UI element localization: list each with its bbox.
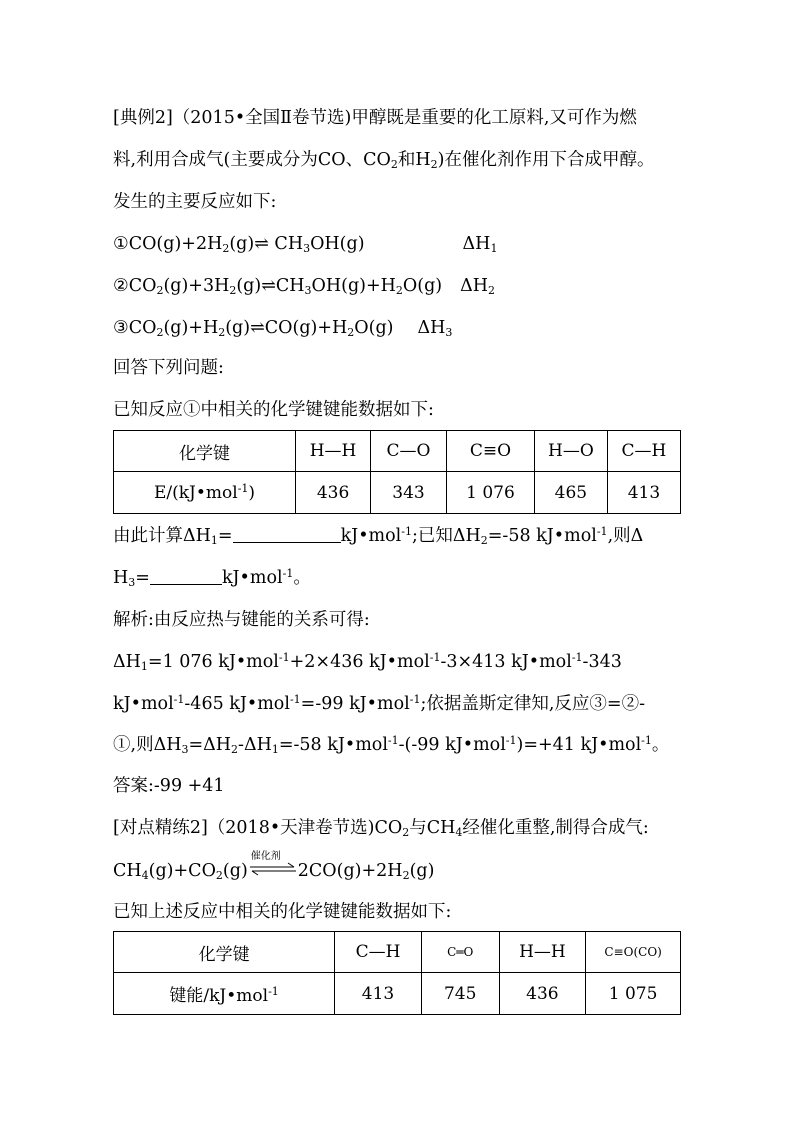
solution-line-1: 解析:由反应热与键能的关系可得: xyxy=(113,610,370,630)
table-header-cell: C—H xyxy=(607,431,680,472)
table-header-row xyxy=(114,932,681,973)
table-header-cell: H—H xyxy=(296,431,371,472)
example-intro-line-1: [典例2]（2015•全国Ⅱ卷节选)甲醇既是重要的化工原料,又可作为燃 xyxy=(113,108,637,128)
example-intro-line-3: 发生的主要反应如下: xyxy=(113,192,277,212)
known-line: 已知反应①中相关的化学键键能数据如下: xyxy=(113,400,434,420)
table-header-cell: H—H xyxy=(499,932,586,973)
reaction-3: $③CO_2(g)+H_2(g)\rightleftharpoons CO(g)+H_2O(g)$ $\Delta H_3$ xyxy=(113,318,453,339)
table-header-cell: 化学键 xyxy=(114,431,296,472)
table-cell: 436 xyxy=(499,973,586,1015)
table-cell: 413 xyxy=(335,973,422,1015)
table-header-row xyxy=(114,431,681,472)
table-cell: 1 076 xyxy=(447,472,535,514)
table-row xyxy=(114,472,681,514)
practice-intro: [对点精练2]（2018•天津卷节选)$CO_2$与$CH_4$经催化重整,制得合成气: xyxy=(113,818,649,839)
solution-line-2: $\Delta H_1=1$ 076 kJ•mol$^{-1}$+2×436 kJ•mol$^{-1}$-3×413 kJ•mol$^{-1}$-343 xyxy=(113,651,622,673)
table-row-label: E/(kJ•mol$^{-1}$) xyxy=(114,472,296,514)
table-cell: 465 xyxy=(534,472,607,514)
table-header-cell: 化学键 xyxy=(114,932,335,973)
answer-blank-2[interactable] xyxy=(150,566,222,585)
table-row-label: 键能/kJ•mol$^{-1}$ xyxy=(114,973,335,1015)
reaction-1: $①CO(g)+2H_2(g)\rightleftharpoons$ $CH_3OH(g)$ $\Delta H_1$ xyxy=(113,234,498,255)
table-header-cell: C═O xyxy=(421,932,499,973)
bond-energy-table-2 xyxy=(113,931,681,1015)
table-row xyxy=(114,973,681,1015)
bond-energy-table-1 xyxy=(113,430,681,514)
table-header-cell: C—H xyxy=(335,932,422,973)
question-line-1: 由此计算$\Delta H_1=$ kJ•mol$^{-1}$;已知$\Delta H_2=-58$ kJ•mol$^{-1}$,则Δ xyxy=(113,525,644,547)
table-cell: 413 xyxy=(607,472,680,514)
table-header-cell: H—O xyxy=(534,431,607,472)
answer-line: 答案:-99 +41 xyxy=(113,776,225,796)
table-cell: 1 075 xyxy=(586,973,681,1015)
table-header-cell: C≡O xyxy=(447,431,535,472)
ask-line: 回答下列问题: xyxy=(113,358,224,378)
table-cell: 745 xyxy=(421,973,499,1015)
practice-equation: $CH_4(g)+CO_2(g)$ 催化剂 $2CO(g)+2H_2(g)$ xyxy=(113,851,435,882)
table-cell: 436 xyxy=(296,472,371,514)
reaction-2: $②CO_2(g)+3H_2(g)\rightleftharpoons CH_3OH(g)+H_2O(g)$ $\Delta H_2$ xyxy=(113,276,496,297)
solution-line-3: kJ•mol$^{-1}$-465 kJ•mol$^{-1}$=-99 kJ•mol$^{-1}$;依据盖斯定律知,反应③=②- xyxy=(113,693,645,714)
question-line-2: $H_3=$ kJ•mol$^{-1}$。 xyxy=(113,567,311,589)
table-header-cell: C≡O(CO) xyxy=(586,932,681,973)
practice-known-line: 已知上述反应中相关的化学键键能数据如下: xyxy=(113,902,452,922)
example-intro-line-2: 料,利用合成气(主要成分为CO、$CO_2$和$H_2$)在催化剂作用下合成甲醇。 xyxy=(113,150,655,171)
table-cell: 343 xyxy=(371,472,447,514)
solution-line-4: ①,则$\Delta H_3=\Delta H_2-\Delta H_1=-58$ kJ•mol$^{-1}$-(-99 kJ•mol$^{-1}$)=+41 kJ•mol$^{-1}$。 xyxy=(113,734,670,756)
catalyst-arrow xyxy=(248,851,298,878)
catalyst-label: 催化剂 xyxy=(250,851,281,862)
table-header-cell: C—O xyxy=(371,431,447,472)
answer-blank-1[interactable] xyxy=(233,524,341,543)
equilibrium-arrow-icon xyxy=(248,858,298,878)
